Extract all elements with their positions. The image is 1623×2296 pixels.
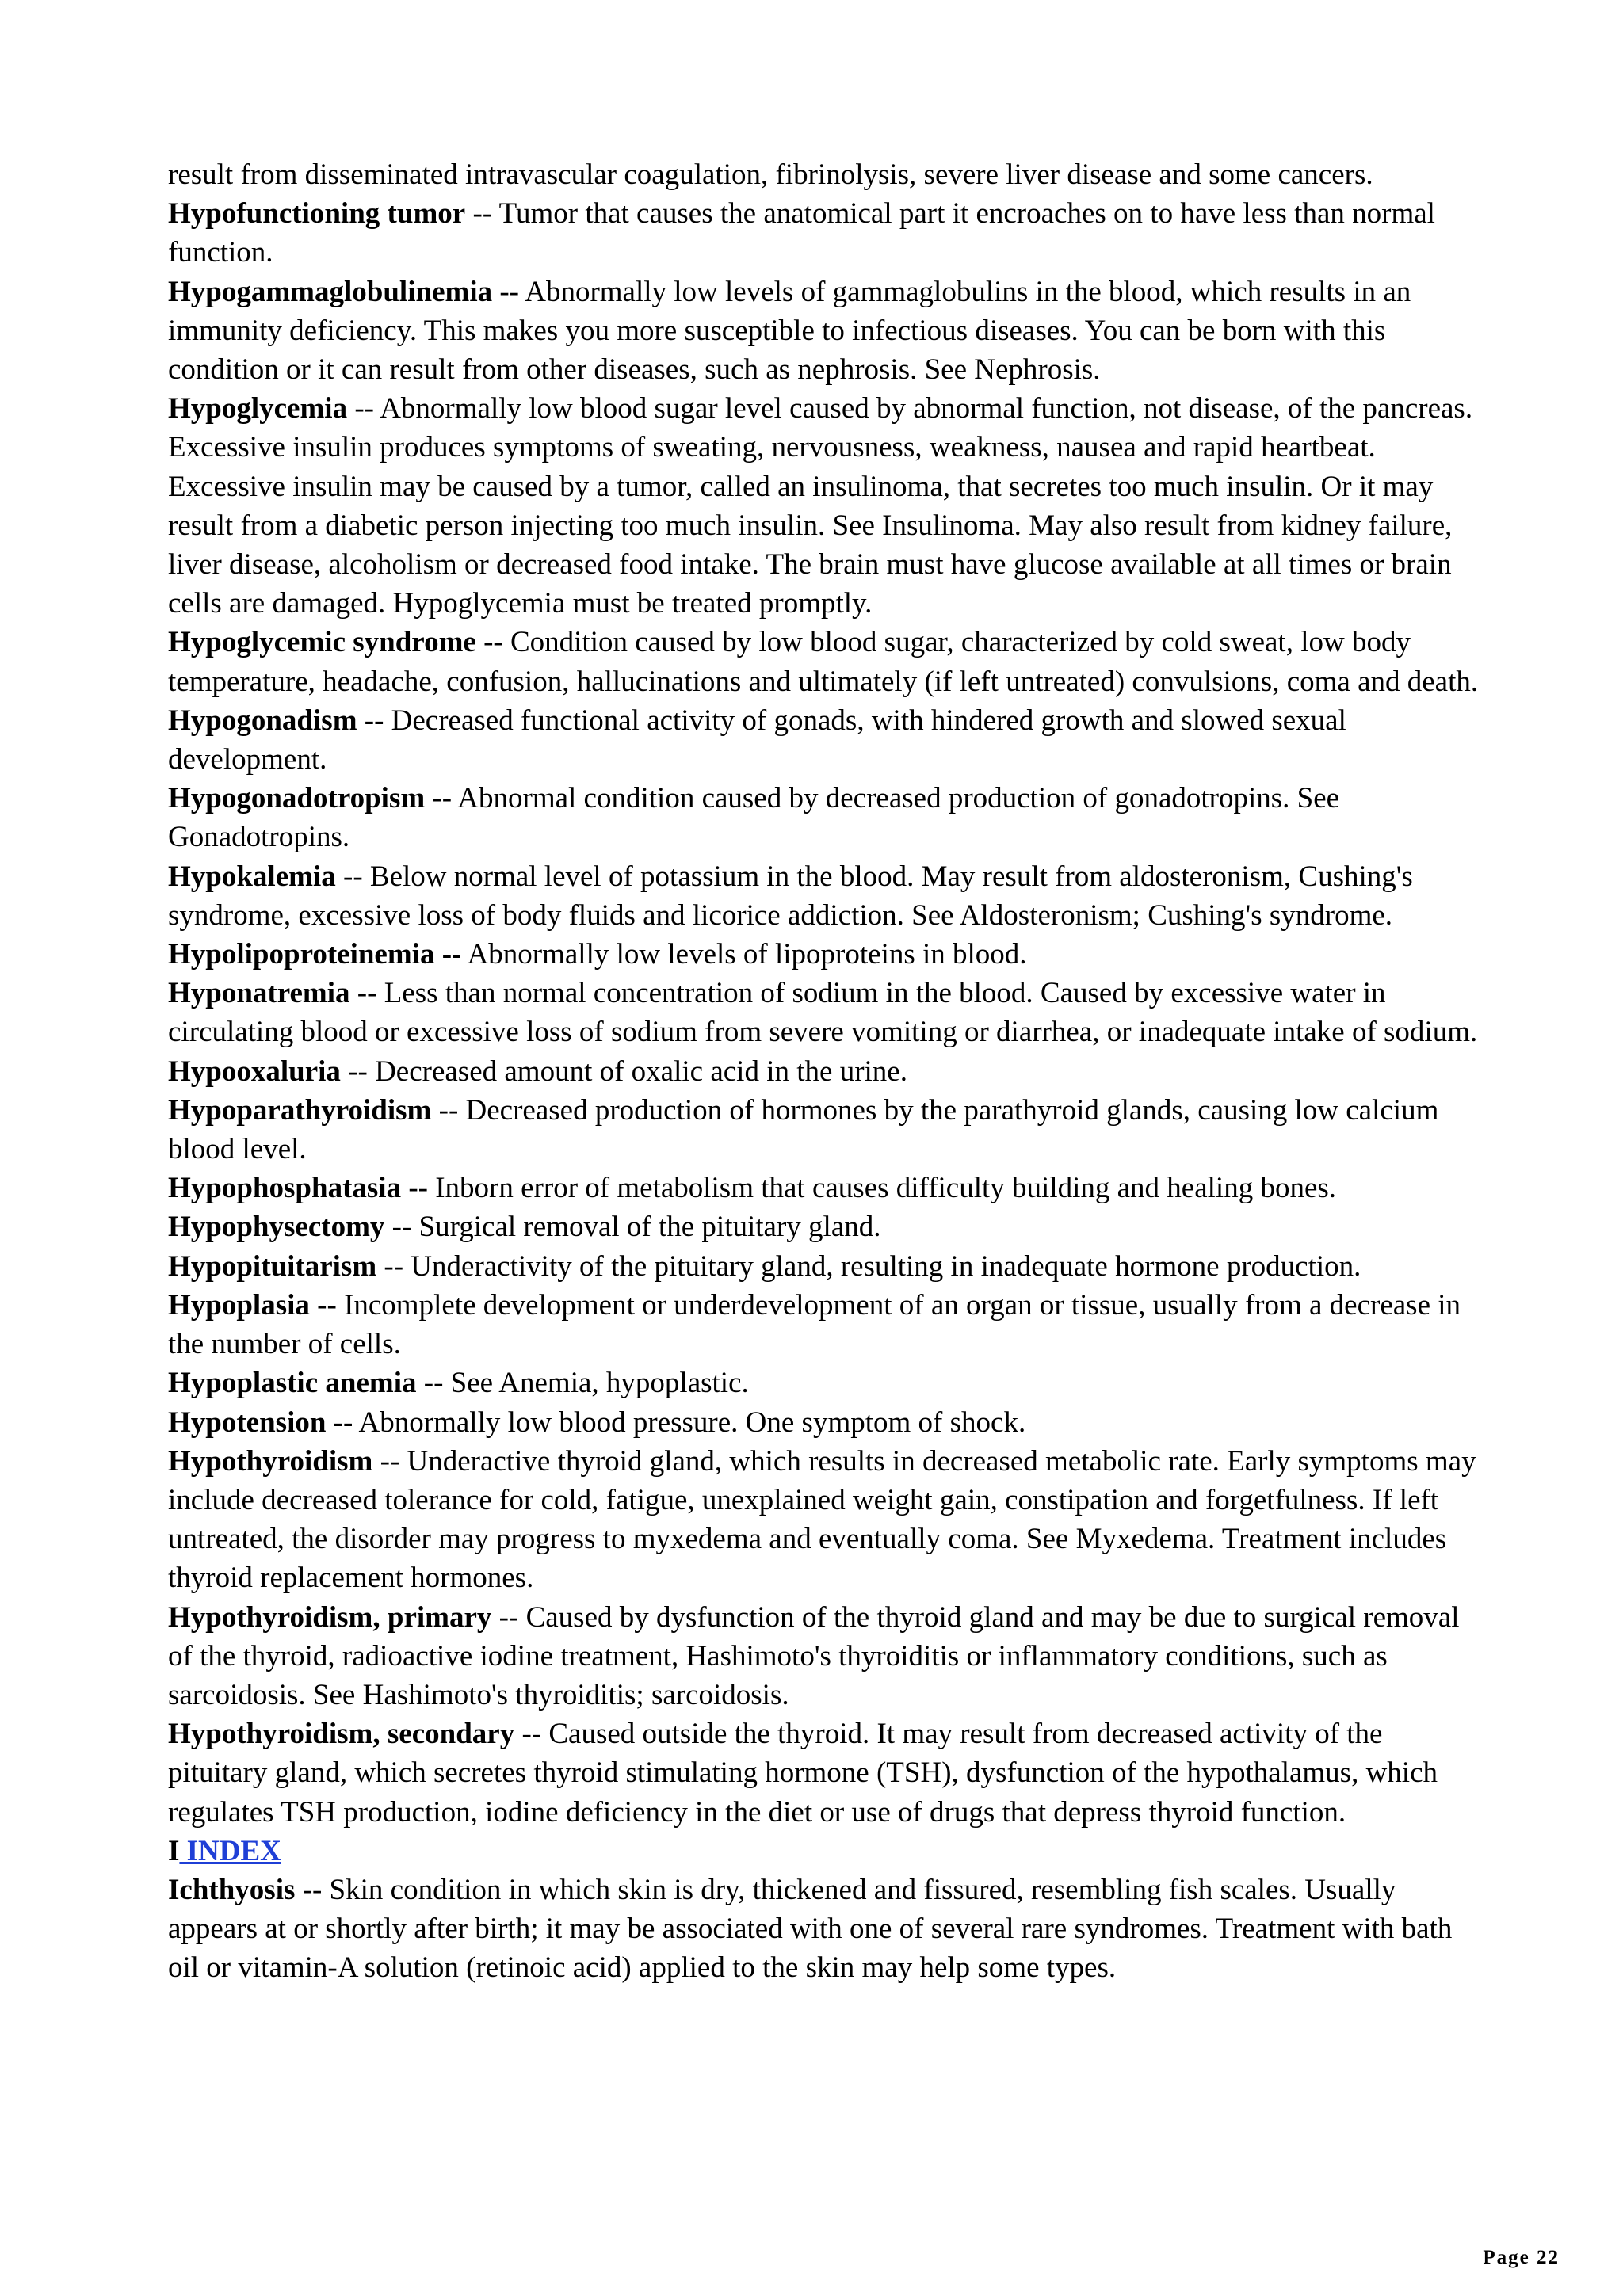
- glossary-entry: [168, 1169, 1484, 1207]
- glossary-definition: Condition caused by low blood sugar, characterized by cold sweat, low body temperature, headache, confusion, hallucinations and ultimately (if left untreated) convulsions, coma and death.: [168, 626, 1479, 698]
- glossary-definition: Less than normal concentration of sodium in the blood. Caused by excessive water in circulating blood or excessive loss of sodium from severe vomiting or diarrhea, or inadequate intake of sodium.: [168, 977, 1478, 1049]
- glossary-entry: [168, 1363, 1484, 1402]
- glossary-term: Hypoglycemic syndrome: [168, 626, 476, 659]
- glossary-separator: --: [295, 1873, 330, 1906]
- glossary-term: Hypooxaluria: [168, 1055, 341, 1088]
- glossary-definition: Underactivity of the pituitary gland, resulting in inadequate hormone production.: [411, 1249, 1361, 1283]
- glossary-definition: Abnormally low blood pressure. One symptom of shock.: [358, 1405, 1026, 1439]
- glossary-separator: --: [349, 977, 384, 1010]
- glossary-definition: Surgical removal of the pituitary gland.: [418, 1211, 881, 1244]
- glossary-definition: See Anemia, hypoplastic.: [450, 1367, 749, 1400]
- glossary-definition: Decreased production of hormones by the parathyroid glands, causing low calcium blood level.: [168, 1093, 1439, 1166]
- glossary-entry: [168, 1286, 1484, 1363]
- glossary-entry: [168, 1091, 1484, 1169]
- glossary-entry: [168, 1403, 1484, 1442]
- glossary-separator: --: [416, 1367, 451, 1400]
- glossary-separator: --: [340, 1055, 376, 1088]
- glossary-entry: [168, 779, 1484, 856]
- glossary-definition: Underactive thyroid gland, which results in decreased metabolic rate. Early symptoms may include decreased tolerance for cold, fatigue, unexplained weight gain, constipation and forgetfulness. If left untreated, the disorder may progress to myxedema and eventually coma. See Myxedema. Treatment includes thyroid replacement hormones.: [168, 1444, 1476, 1595]
- glossary-definition: Abnormally low levels of lipoproteins in blood.: [467, 938, 1027, 971]
- glossary-term: Hypothyroidism, primary: [168, 1600, 492, 1634]
- glossary-entry: [168, 1247, 1484, 1286]
- glossary-definition: Decreased functional activity of gonads, with hindered growth and slowed sexual development.: [168, 704, 1346, 776]
- glossary-term: Hypoglycemia: [168, 392, 348, 425]
- glossary-term: Hypoparathyroidism: [168, 1093, 432, 1127]
- index-link[interactable]: INDEX: [179, 1834, 281, 1867]
- glossary-separator: --: [335, 860, 370, 893]
- glossary-term: Hypolipoproteinemia --: [168, 938, 462, 971]
- document-body: [168, 155, 1484, 1988]
- glossary-entry: [168, 1871, 1484, 1988]
- glossary-entry: [168, 935, 1484, 974]
- glossary-term: Hypofunctioning tumor: [168, 197, 466, 231]
- glossary-term: Hypothyroidism, secondary --: [168, 1718, 542, 1751]
- glossary-entry: [168, 389, 1484, 623]
- glossary-definition: Caused outside the thyroid. It may result from decreased activity of the pituitary gland, which secretes thyroid stimulating hormone (TSH), dysfunction of the hypothalamus, which regulates TSH production, iodine deficiency in the diet or use of drugs that depress thyroid function.: [168, 1718, 1438, 1829]
- glossary-term: Hypothyroidism: [168, 1444, 373, 1478]
- glossary-definition: Abnormal condition caused by decreased production of gonadotropins. See Gonadotropins.: [168, 782, 1340, 854]
- glossary-entry: [168, 1207, 1484, 1246]
- glossary-entry: [168, 1714, 1484, 1832]
- glossary-entries-h: [168, 194, 1484, 1832]
- glossary-definition: Caused by dysfunction of the thyroid gland and may be due to surgical removal of the thyroid, radioactive iodine treatment, Hashimoto's thyroiditis or inflammatory conditions, such as sarcoidosis. See Hashimoto's thyroiditis; sarcoidosis.: [168, 1600, 1460, 1711]
- glossary-separator: [411, 1211, 418, 1243]
- glossary-term: Hypogonadism --: [168, 704, 384, 737]
- glossary-separator: --: [376, 1249, 411, 1283]
- glossary-entry: [168, 701, 1484, 779]
- glossary-term: Hypophosphatasia: [168, 1172, 402, 1205]
- section-letter: I: [168, 1834, 180, 1867]
- glossary-entry: [168, 623, 1484, 700]
- glossary-definition: Tumor that causes the anatomical part it encroaches on to have less than normal function.: [168, 197, 1435, 269]
- glossary-term: Hypopituitarism: [168, 1249, 377, 1283]
- glossary-term: Hypoplastic anemia: [168, 1367, 417, 1400]
- glossary-entry: [168, 194, 1484, 272]
- page-number: Page 22: [1483, 2247, 1560, 2268]
- glossary-separator: --: [347, 392, 380, 425]
- glossary-term: Ichthyosis: [168, 1873, 296, 1906]
- glossary-separator: --: [425, 782, 458, 815]
- glossary-definition: Incomplete development or underdevelopment of an organ or tissue, usually from a decrease in the number of cells.: [168, 1288, 1461, 1361]
- section-heading: [168, 1832, 1484, 1871]
- glossary-entry: [168, 1442, 1484, 1598]
- glossary-term: Hypogonadotropism: [168, 782, 426, 815]
- glossary-separator: --: [492, 275, 525, 308]
- glossary-separator: [541, 1718, 548, 1750]
- glossary-entry: [168, 974, 1484, 1051]
- continuation-text: result from disseminated intravascular coagulation, fibrinolysis, severe liver disease and some cancers.: [168, 158, 1373, 191]
- glossary-definition: Inborn error of metabolism that causes difficulty building and healing bones.: [435, 1172, 1337, 1205]
- glossary-definition: Decreased amount of oxalic acid in the urine.: [375, 1055, 907, 1088]
- glossary-entry: [168, 1598, 1484, 1715]
- glossary-entries-i: [168, 1871, 1484, 1988]
- glossary-term: Hypogammaglobulinemia: [168, 275, 493, 308]
- glossary-separator: --: [475, 626, 510, 659]
- glossary-separator: [353, 1406, 358, 1439]
- glossary-entry: [168, 273, 1484, 390]
- glossary-term: Hypoplasia: [168, 1288, 310, 1322]
- glossary-definition: Abnormally low levels of gammaglobulins in the blood, which results in an immunity deficiency. This makes you more susceptible to infectious diseases. You can be born with this condition or it can result from other diseases, such as nephrosis. See Nephrosis.: [168, 275, 1411, 387]
- glossary-separator: --: [465, 197, 499, 231]
- glossary-term: Hypokalemia: [168, 860, 336, 893]
- glossary-definition: Skin condition in which skin is dry, thickened and fissured, resembling fish scales. Usually appears at or shortly after birth; it may be associated with one of several rare syndromes. Treatment with bath oil or vitamin-A solution (retinoic acid) applied to the skin may help some types.: [168, 1873, 1453, 1985]
- glossary-separator: [461, 938, 467, 971]
- glossary-term: Hypotension --: [168, 1405, 353, 1439]
- glossary-definition: Below normal level of potassium in the blood. May result from aldosteronism, Cushing's syndrome, excessive loss of body fluids and licorice addiction. See Aldosteronism; Cushing's syndrome.: [168, 860, 1413, 932]
- glossary-entry: [168, 857, 1484, 935]
- glossary-separator: --: [309, 1288, 345, 1322]
- glossary-definition: Abnormally low blood sugar level caused by abnormal function, not disease, of the pancreas. Excessive insulin produces symptoms of sweating, nervousness, weakness, nausea and rapid heartbeat. Excessive insulin may be caused by a tumor, called an insulinoma, that secretes too much insulin. Or it may result from a diabetic person injecting too much insulin. See Insulinoma. May also result from kidney failure, liver disease, alcoholism or decreased food intake. The brain must have glucose available at all times or brain cells are damaged. Hypoglycemia must be treated promptly.: [168, 392, 1473, 620]
- glossary-term: Hypophysectomy --: [168, 1211, 412, 1244]
- glossary-separator: [384, 704, 391, 737]
- glossary-term: Hyponatremia: [168, 977, 350, 1010]
- glossary-entry: [168, 1052, 1484, 1091]
- glossary-separator: --: [491, 1600, 526, 1634]
- glossary-separator: --: [401, 1172, 436, 1205]
- glossary-separator: --: [431, 1093, 466, 1127]
- glossary-separator: --: [372, 1444, 407, 1478]
